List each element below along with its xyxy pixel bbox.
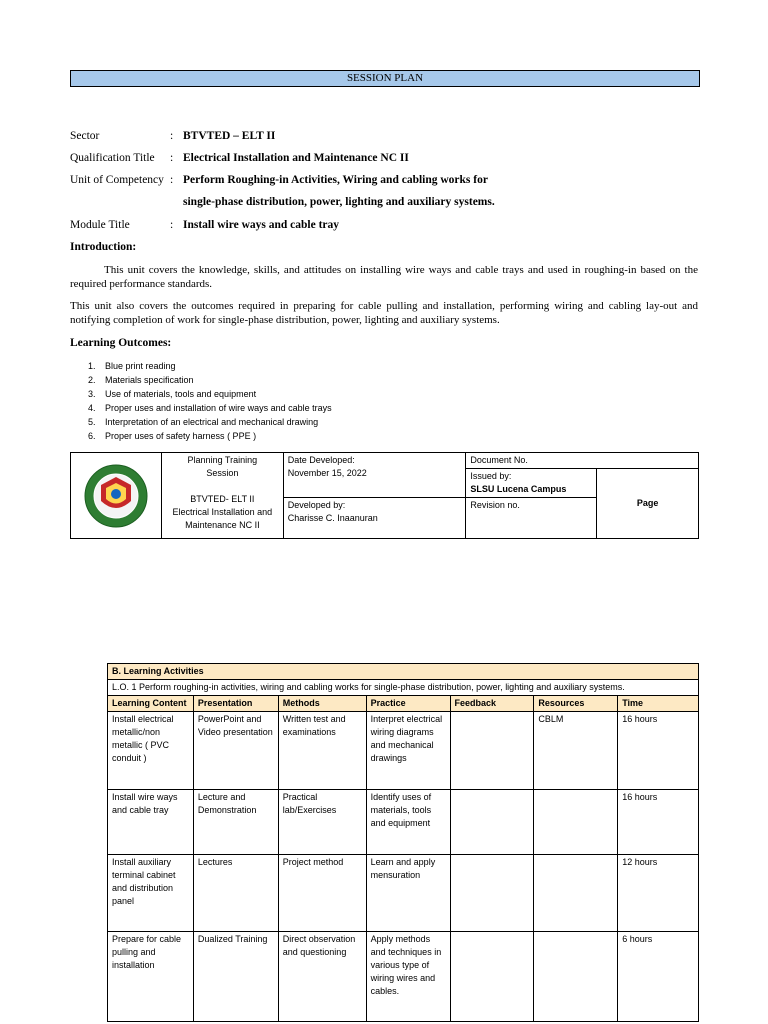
introduction-paragraph-2: This unit also covers the outcomes required in preparing for cable pulling and installation, performing wiring and cabling lay-out and notifying completion of work for single-phase distribution, power, lighting and auxiliary systems.	[70, 300, 698, 326]
learning-outcomes-heading: Learning Outcomes:	[70, 337, 172, 349]
learning-outcome-statement: L.O. 1 Perform roughing-in activities, wiring and cabling works for single-phase distribution, power, lighting and auxiliary systems.	[108, 680, 699, 696]
module-value: Install wire ways and cable tray	[183, 219, 339, 231]
document-header-table	[70, 452, 699, 539]
introduction-heading: Introduction:	[70, 241, 137, 253]
field-colon: :	[170, 219, 174, 231]
learning-activities-table	[107, 663, 699, 1022]
introduction-paragraph-1: This unit covers the knowledge, skills, and attitudes on installing wire ways and cable trays and used in roughing-in based on the required performance standards.	[70, 264, 698, 290]
list-item: 5. Interpretation of an electrical and mechanical drawing	[88, 417, 319, 427]
sector-row	[70, 130, 275, 142]
table-row: Install electrical metallic/non metallic ( PVC conduit ) PowerPoint and Video presentation Written test and examinations Interpret electrical wiring diagrams and mechanical drawings CBLM 16 hours	[108, 712, 699, 790]
column-header: Learning Content	[108, 696, 194, 712]
column-header: Practice	[366, 696, 450, 712]
learning-activities-heading: B. Learning Activities	[108, 664, 699, 680]
field-colon: :	[170, 174, 174, 186]
list-item: 2. Materials specification	[88, 375, 194, 385]
sector-value: BTVTED – ELT II	[183, 130, 276, 142]
field-colon: :	[170, 152, 174, 164]
list-item: 6. Proper uses of safety harness ( PPE )	[88, 431, 257, 441]
competency-value: Perform Roughing-in Activities, Wiring and cabling works for	[183, 174, 488, 186]
module-row	[70, 219, 339, 231]
table-row: Install wire ways and cable tray Lecture and Demonstration Practical lab/Exercises Identify uses of materials, tools and equipment 16 hours	[108, 790, 699, 855]
column-header: Feedback	[450, 696, 534, 712]
developed-by-cell: Developed by: Charisse C. Inaanuran	[283, 498, 466, 539]
university-seal-logo	[83, 463, 149, 529]
document-number-cell: Document No.	[466, 453, 699, 469]
qualification-value: Electrical Installation and Maintenance NC II	[183, 152, 409, 164]
column-header: Presentation	[193, 696, 278, 712]
column-header: Resources	[534, 696, 618, 712]
list-item: 4. Proper uses and installation of wire ways and cable trays	[88, 403, 332, 413]
planning-session-cell: Planning Training Session BTVTED- ELT II Electrical Installation and Maintenance NC II	[161, 453, 283, 539]
field-label: Module Title	[70, 219, 130, 231]
field-label: Qualification Title	[70, 152, 155, 164]
list-item: 1. Blue print reading	[88, 361, 176, 371]
date-developed-cell: Date Developed: November 15, 2022	[283, 453, 466, 498]
session-plan-title: SESSION PLAN	[70, 70, 700, 87]
learning-outcomes-list	[88, 359, 332, 443]
issued-by-cell: Issued by: SLSU Lucena Campus	[466, 469, 597, 498]
competency-value-line2: single-phase distribution, power, lighting and auxiliary systems.	[183, 196, 495, 208]
logo-cell	[71, 453, 162, 539]
table-row: Install auxiliary terminal cabinet and distribution panel Lectures Project method Learn and apply mensuration 12 hours	[108, 855, 699, 932]
list-item: 3. Use of materials, tools and equipment	[88, 389, 257, 399]
table-row: Prepare for cable pulling and installation Dualized Training Direct observation and questioning Apply methods and techniques in various type of wiring wires and cables. 6 hours	[108, 932, 699, 1022]
field-colon: :	[170, 130, 174, 142]
qualification-row	[70, 152, 409, 164]
column-header: Methods	[278, 696, 366, 712]
field-label: Unit of Competency	[70, 174, 164, 186]
page-cell: Page	[597, 469, 699, 539]
column-header: Time	[618, 696, 699, 712]
competency-row	[70, 174, 488, 186]
revision-number-cell: Revision no.	[466, 498, 597, 539]
field-label: Sector	[70, 130, 100, 142]
